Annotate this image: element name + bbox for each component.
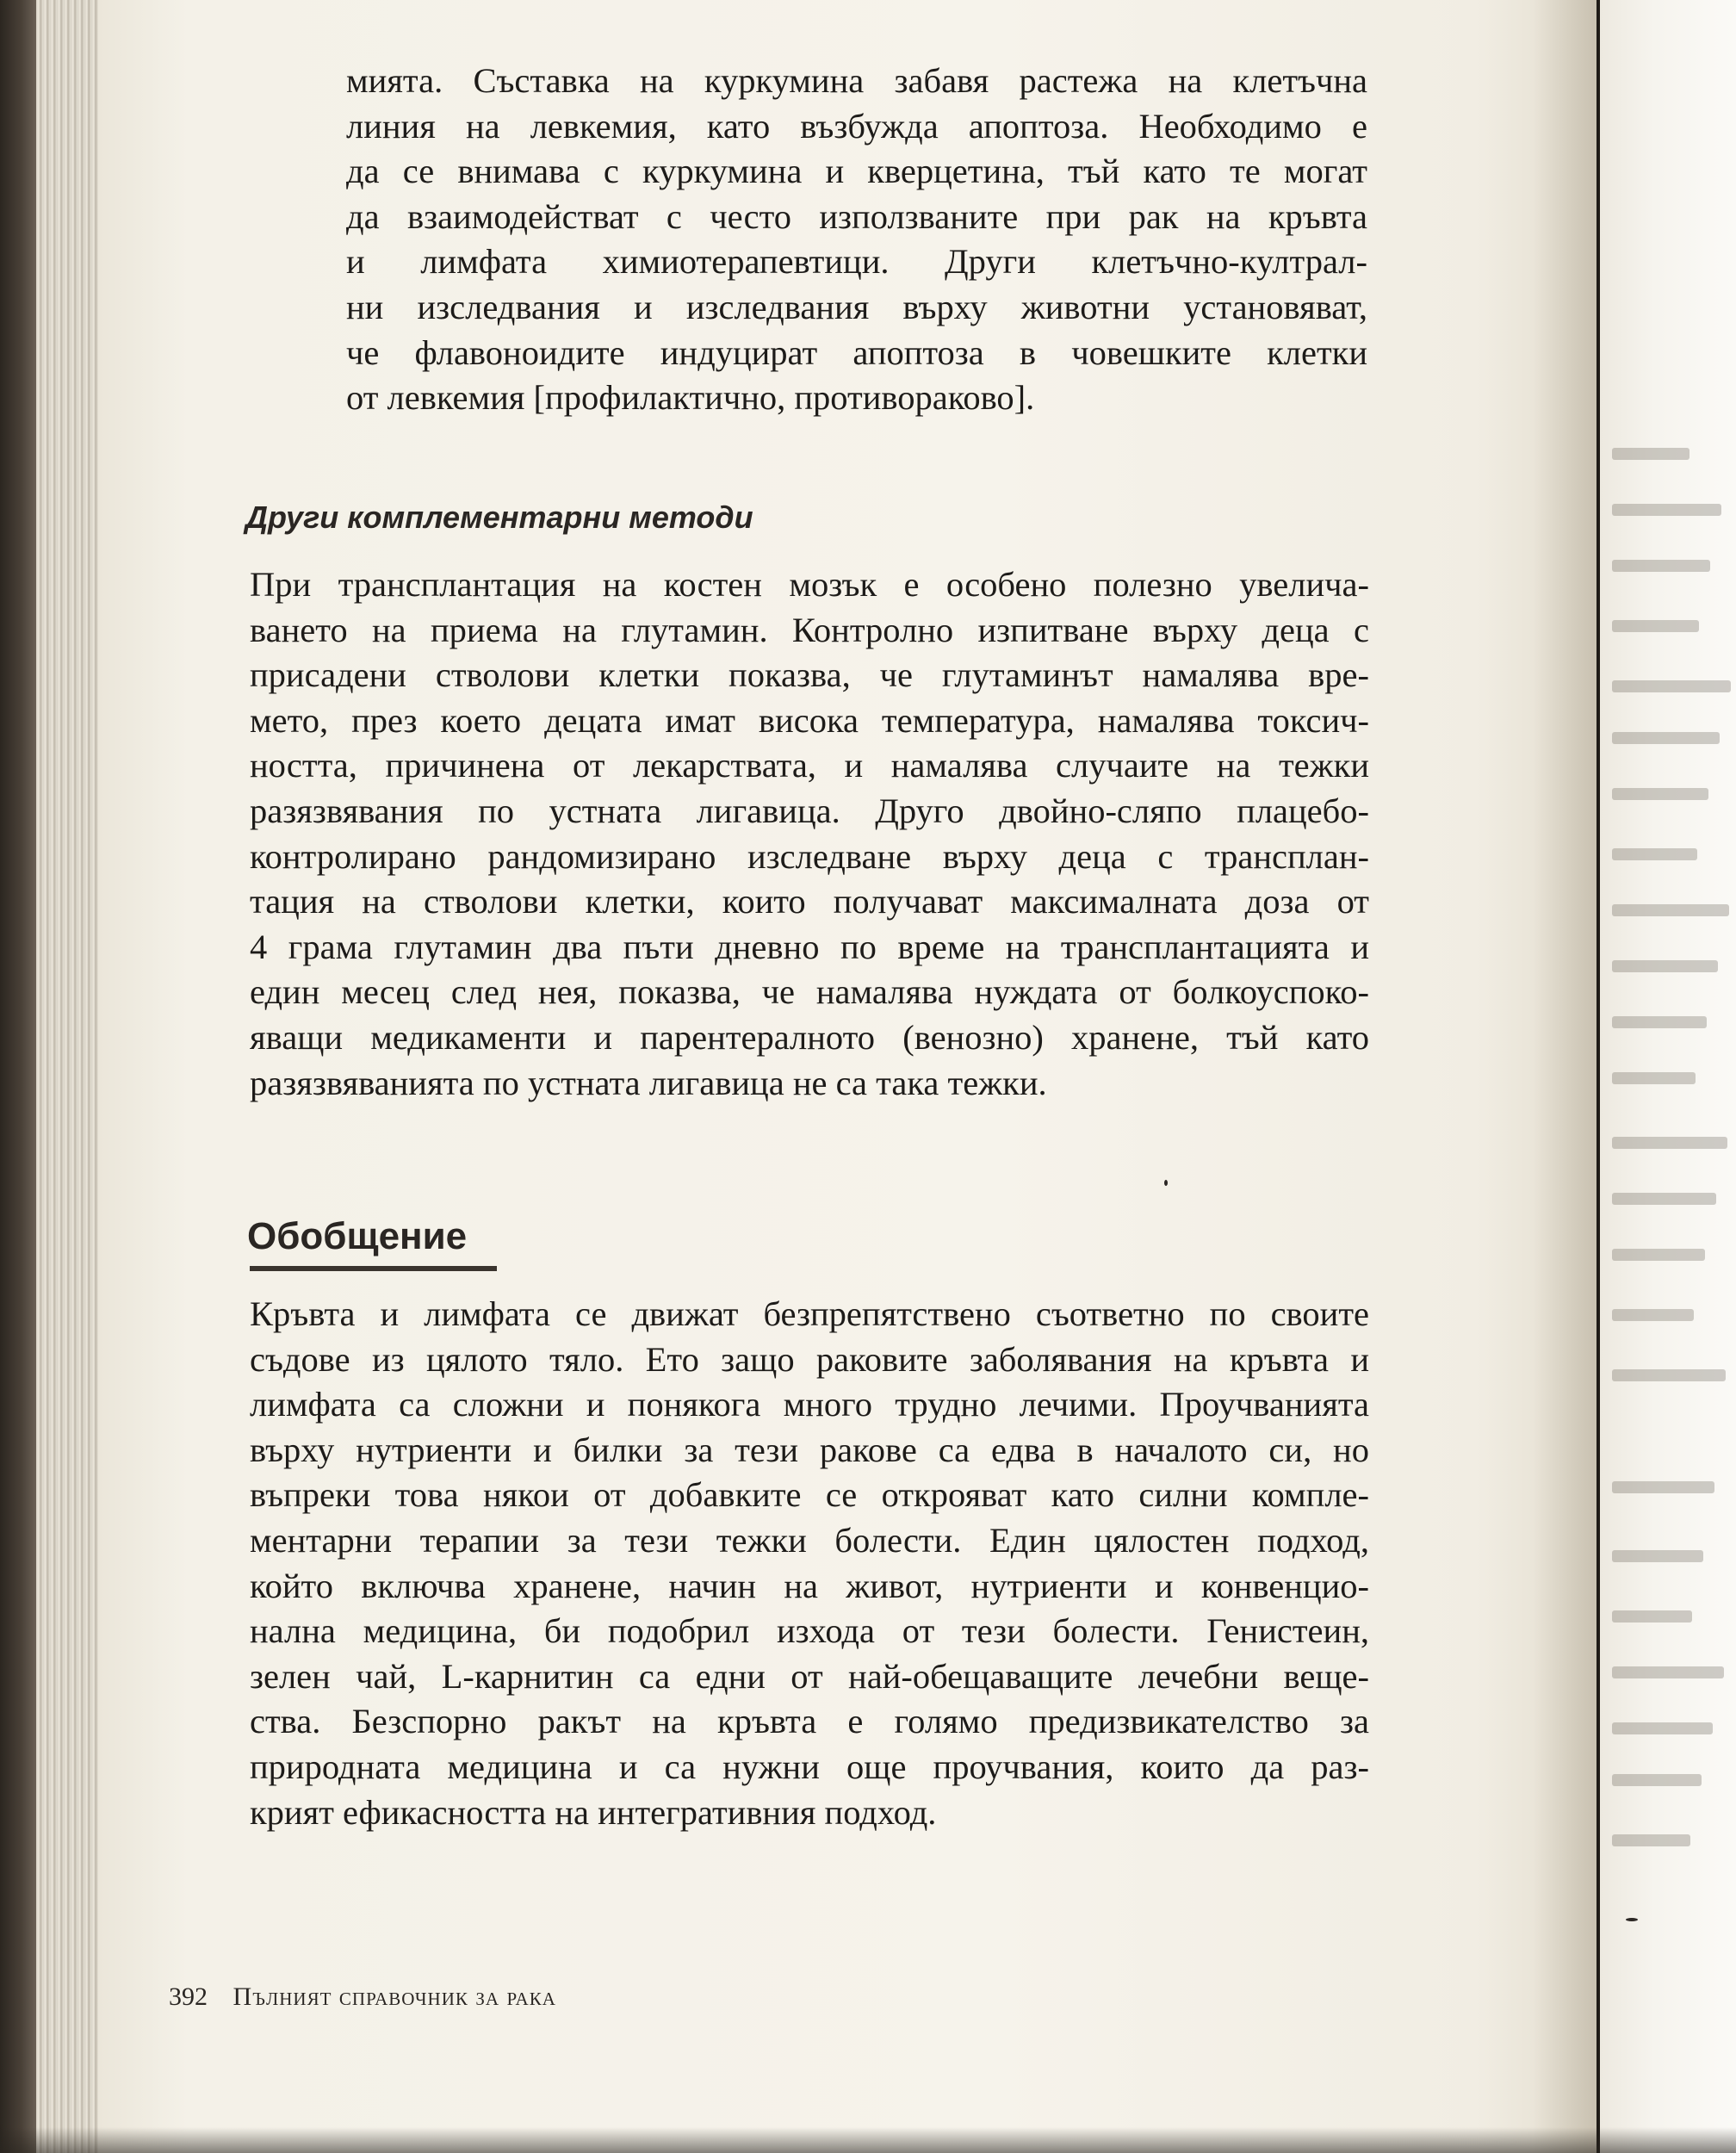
page-edges [36, 0, 98, 2153]
bleed-through-line [1612, 1481, 1714, 1493]
bleed-through-line [1612, 1722, 1713, 1734]
bleed-through-line [1612, 560, 1710, 572]
bleed-through-line [1612, 1249, 1705, 1261]
summary-paragraph [250, 1292, 1369, 1835]
text-line: присадени стволови клетки показва, че глутаминът намалява вре- [250, 655, 1369, 695]
page-number: 392 [169, 1982, 208, 2011]
top-paragraph [346, 59, 1367, 421]
section-heading-methods: Други комплементарни методи [245, 499, 753, 535]
text-line: разязвявания по устната лигавица. Друго двойно-сляпо плацебо- [250, 791, 1369, 830]
text-line: разязвяванията по устната лигавица не са така тежки. [250, 1063, 1047, 1102]
bleed-through-line [1612, 620, 1699, 632]
text-line: въпреки това някои от добавките се открояват като силни компле- [250, 1475, 1369, 1515]
text-line: контролирано рандомизирано изследване върху деца с трансплан- [250, 836, 1369, 876]
running-title: Пълният справочник за рака [232, 1982, 556, 2011]
bleed-through-line [1612, 1834, 1690, 1846]
text-line: лимфата са сложни и понякога много трудно лечими. Проучванията [250, 1385, 1369, 1424]
bleed-through-line [1612, 1016, 1707, 1028]
bleed-through-line [1612, 1666, 1724, 1678]
bleed-through-line [1612, 680, 1731, 692]
text-line: който включва хранене, начин на живот, нутриенти и конвенцио- [250, 1566, 1369, 1605]
bleed-through-line [1612, 1309, 1694, 1321]
text-line: ментарни терапии за тези тежки болести. Един цялостен подход, [250, 1520, 1369, 1560]
bleed-through-line [1612, 1137, 1727, 1149]
text-line: мето, през което децата имат висока температура, намалява токсич- [250, 700, 1369, 740]
bleed-through-line [1612, 448, 1690, 460]
gutter-shadow [1533, 0, 1596, 2153]
text-line: ността, причинена от лекарствата, и намалява случаите на тежки [250, 746, 1369, 785]
text-line: един месец след нея, показва, че намалява нуждата от болкоуспоко- [250, 972, 1369, 1012]
text-line: ни изследвания и изследвания върху животни установяват, [346, 287, 1367, 326]
bleed-through-line [1612, 848, 1697, 860]
bleed-through-line [1612, 1610, 1692, 1623]
text-line: да взаимодействат с често използваните при рак на кръвта [346, 196, 1367, 236]
bleed-through-line [1612, 1774, 1702, 1786]
bleed-through-line [1612, 1550, 1703, 1562]
bleed-through-line [1612, 904, 1729, 916]
section-heading-summary: Обобщение [247, 1215, 468, 1257]
text-line: При трансплантация на костен мозък е особено полезно увелича- [250, 565, 1369, 604]
text-line: мията. Съставка на куркумина забавя растежа на клетъчна [346, 61, 1367, 100]
text-line: зелен чай, L-карнитин са едни от най-обещаващите лечебни веще- [250, 1656, 1369, 1696]
text-line: линия на левкемия, като възбужда апоптоза. Необходимо е [346, 106, 1367, 146]
text-line: природната медицина и са нужни още проучвания, които да раз- [250, 1747, 1369, 1786]
page-footer [169, 1982, 556, 2012]
text-line: Кръвта и лимфата се движат безпрепятствено съответно по своите [250, 1294, 1369, 1333]
print-speck [1164, 1180, 1168, 1186]
text-line: да се внимава с куркумина и кверцетина, тъй като те могат [346, 152, 1367, 191]
text-line: яващи медикаменти и парентералното (венозно) хранене, тъй като [250, 1017, 1369, 1057]
text-line: ства. Безспорно ракът на кръвта е голямо предизвикателство за [250, 1702, 1369, 1741]
text-line: 4 грама глутамин два пъти дневно по време на трансплантацията и [250, 927, 1369, 966]
heading-underline [250, 1266, 497, 1271]
text-line: върху нутриенти и билки за тези ракове са едва в началото си, но [250, 1430, 1369, 1469]
text-line: крият ефикасността на интегративния подход. [250, 1792, 937, 1832]
bleed-through-line [1612, 1072, 1696, 1084]
bleed-through-line [1612, 504, 1721, 516]
bottom-shadow [0, 2127, 1736, 2153]
methods-paragraph [250, 562, 1369, 1106]
bleed-through-line [1612, 1369, 1726, 1381]
adjacent-page-edge [1600, 0, 1736, 2153]
text-line: тация на стволови клетки, които получават максималната доза от [250, 882, 1369, 921]
text-line: съдове из цялото тяло. Ето защо раковите заболявания на кръвта и [250, 1339, 1369, 1379]
text-line: ването на приема на глутамин. Контролно изпитване върху деца с [250, 610, 1369, 649]
text-line: и лимфата химиотерапевтици. Други клетъчно-култрал- [346, 242, 1367, 282]
bleed-through-line [1612, 732, 1720, 744]
book-binding [0, 0, 36, 2153]
text-line: от левкемия [профилактично, противораково]. [346, 378, 1035, 418]
text-line: нална медицина, би подобрил изхода от тези болести. Генистеин, [250, 1611, 1369, 1651]
bleed-through-line [1612, 1193, 1716, 1205]
bleed-through-line [1612, 788, 1708, 800]
print-speck [1626, 1918, 1638, 1921]
bleed-through-line [1612, 960, 1718, 972]
text-line: че флавоноидите индуцират апоптоза в човешките клетки [346, 332, 1367, 372]
